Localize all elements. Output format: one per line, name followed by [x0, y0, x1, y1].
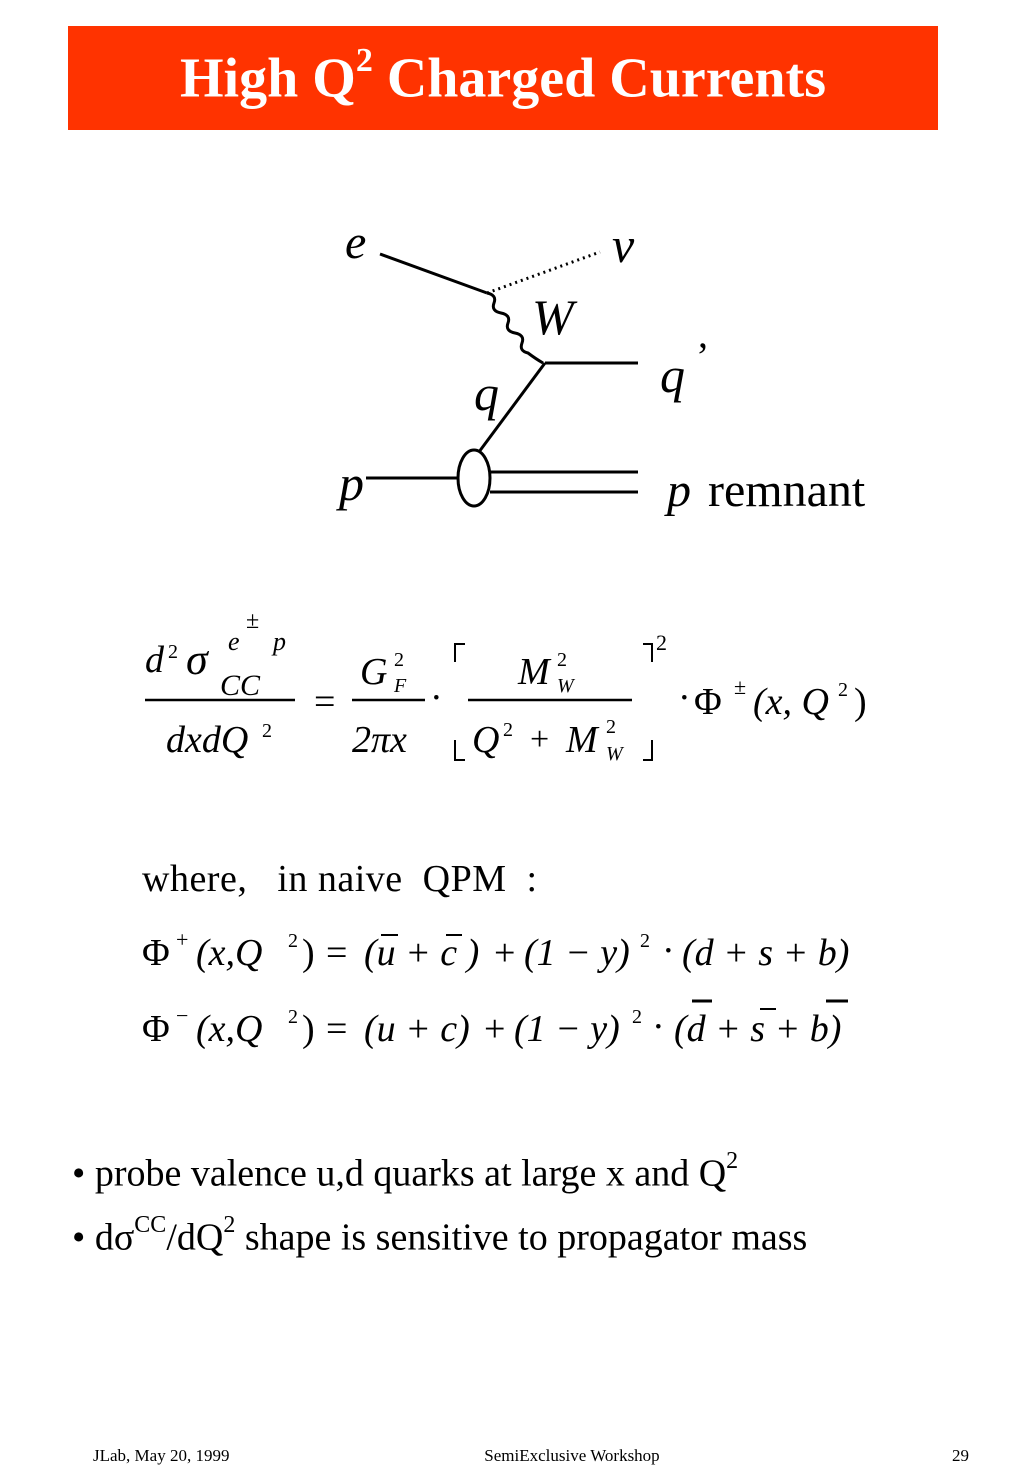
phi-plus-lhs: (x,Q [196, 932, 263, 974]
phi-plus-lhs-exp: 2 [288, 930, 298, 952]
footer-date: JLab, May 20, 1999 [93, 1446, 230, 1465]
phi-plus-term1: (u + c ) [364, 932, 480, 974]
lhs-denominator: dxdQ [166, 719, 249, 761]
gf: G [360, 651, 388, 693]
phi-definitions [0, 905, 1024, 1065]
label-proton: p [339, 455, 364, 511]
phi-plus-term2-exp: 2 [640, 930, 650, 952]
phi-symbol: Φ [694, 681, 722, 723]
phi-minus-dot: · [652, 1006, 665, 1048]
phi-minus-symbol: Φ [142, 1008, 170, 1050]
sigma-sup-e: e [228, 627, 240, 656]
phi-minus-lhs-close: ) [302, 1008, 315, 1050]
label-w-boson: W [532, 289, 574, 345]
phi-plus-symbol: Φ [142, 932, 170, 974]
label-quark-prime: ’ [696, 334, 710, 379]
label-quark-out: q [660, 347, 685, 403]
label-remnant-p: p [667, 464, 691, 517]
mw-num-exp: 2 [557, 649, 567, 671]
where-qpm-line: where, in naive QPM : [142, 858, 538, 900]
sigma-sub: CC [220, 669, 261, 702]
bullet-item: • $d\sigma^{CC}/dQ^2$ shape is sensitive to propagator mass [72, 1211, 808, 1259]
two-pi-x: 2πx [352, 719, 407, 761]
phi-plus-plus: + [494, 932, 516, 974]
left-floor-bracket [455, 740, 465, 760]
label-neutrino: ν [612, 217, 635, 273]
phi-plus-lhs-close: ) [302, 932, 315, 974]
bracket-exp: 2 [656, 630, 667, 655]
lhs-d: d [145, 639, 164, 681]
mw-num: M [518, 651, 550, 693]
mw-den-exp: 2 [606, 716, 616, 738]
gf-sub: F [394, 675, 407, 697]
q2-den-exp: 2 [503, 719, 513, 741]
q2-den: Q [472, 719, 500, 761]
bullet-item: • probe valence u,d quarks at large x and $Q^2$ [72, 1148, 739, 1195]
neutrino-line [487, 252, 600, 293]
cross-section-formula [0, 600, 1024, 780]
dot-2: · [678, 677, 691, 719]
phi-minus-sign: − [176, 1003, 189, 1028]
lhs-d-exp: 2 [168, 641, 178, 663]
phi-args: (x, Q [753, 681, 829, 723]
phi-sup-pm: ± [734, 674, 747, 699]
mw-den-sub: W [606, 743, 623, 765]
bullet-list [72, 1138, 807, 1265]
mw-den: M [566, 719, 598, 761]
phi-minus-term2: (1 − y) [514, 1008, 620, 1050]
sigma-sup-p: p [273, 627, 286, 656]
phi-minus-term2-exp: 2 [632, 1006, 642, 1028]
footer-event: SemiExclusive Workshop [484, 1446, 660, 1465]
phi-plus-term3: (d + s + b) [682, 932, 850, 974]
mw-num-sub: W [557, 675, 574, 697]
dot-1: · [430, 677, 443, 719]
label-remnant-word: remnant [708, 464, 866, 517]
label-electron: e [345, 216, 367, 269]
phi-minus-term1: (u + c) [364, 1008, 470, 1050]
slide-title: High $Q^2$ Charged Currents [180, 41, 826, 110]
phi-minus-plus: + [484, 1008, 506, 1050]
phi-minus-term3: (d + s + b) [674, 1008, 842, 1050]
plus-den: + [530, 721, 550, 758]
footer-page-number: 29 [952, 1446, 969, 1465]
phi-minus-equation [142, 1001, 848, 1050]
phi-minus-lhs: (x,Q [196, 1008, 263, 1050]
proton-blob [458, 450, 490, 506]
right-ceil-bracket [643, 644, 652, 662]
equals-sign: = [314, 681, 336, 723]
phi-plus-dot: · [662, 930, 675, 972]
lhs-den-exp: 2 [262, 720, 272, 742]
phi-plus-sign: + [176, 927, 189, 952]
phi-plus-eq: = [326, 932, 348, 974]
phi-args-close: ) [854, 681, 867, 723]
phi-minus-eq: = [326, 1008, 348, 1050]
sigma-sup-pm: ± [246, 608, 260, 634]
right-floor-bracket [643, 740, 652, 760]
electron-line [380, 254, 487, 293]
phi-minus-lhs-exp: 2 [288, 1006, 298, 1028]
phi-plus-term2: (1 − y) [524, 932, 630, 974]
phi-args-exp: 2 [838, 679, 848, 701]
left-ceil-bracket [455, 644, 465, 662]
label-quark: q [474, 365, 499, 421]
sigma: σ [186, 635, 208, 684]
phi-plus-equation [142, 927, 849, 974]
feynman-diagram [0, 0, 1024, 600]
gf-exp: 2 [394, 649, 404, 671]
